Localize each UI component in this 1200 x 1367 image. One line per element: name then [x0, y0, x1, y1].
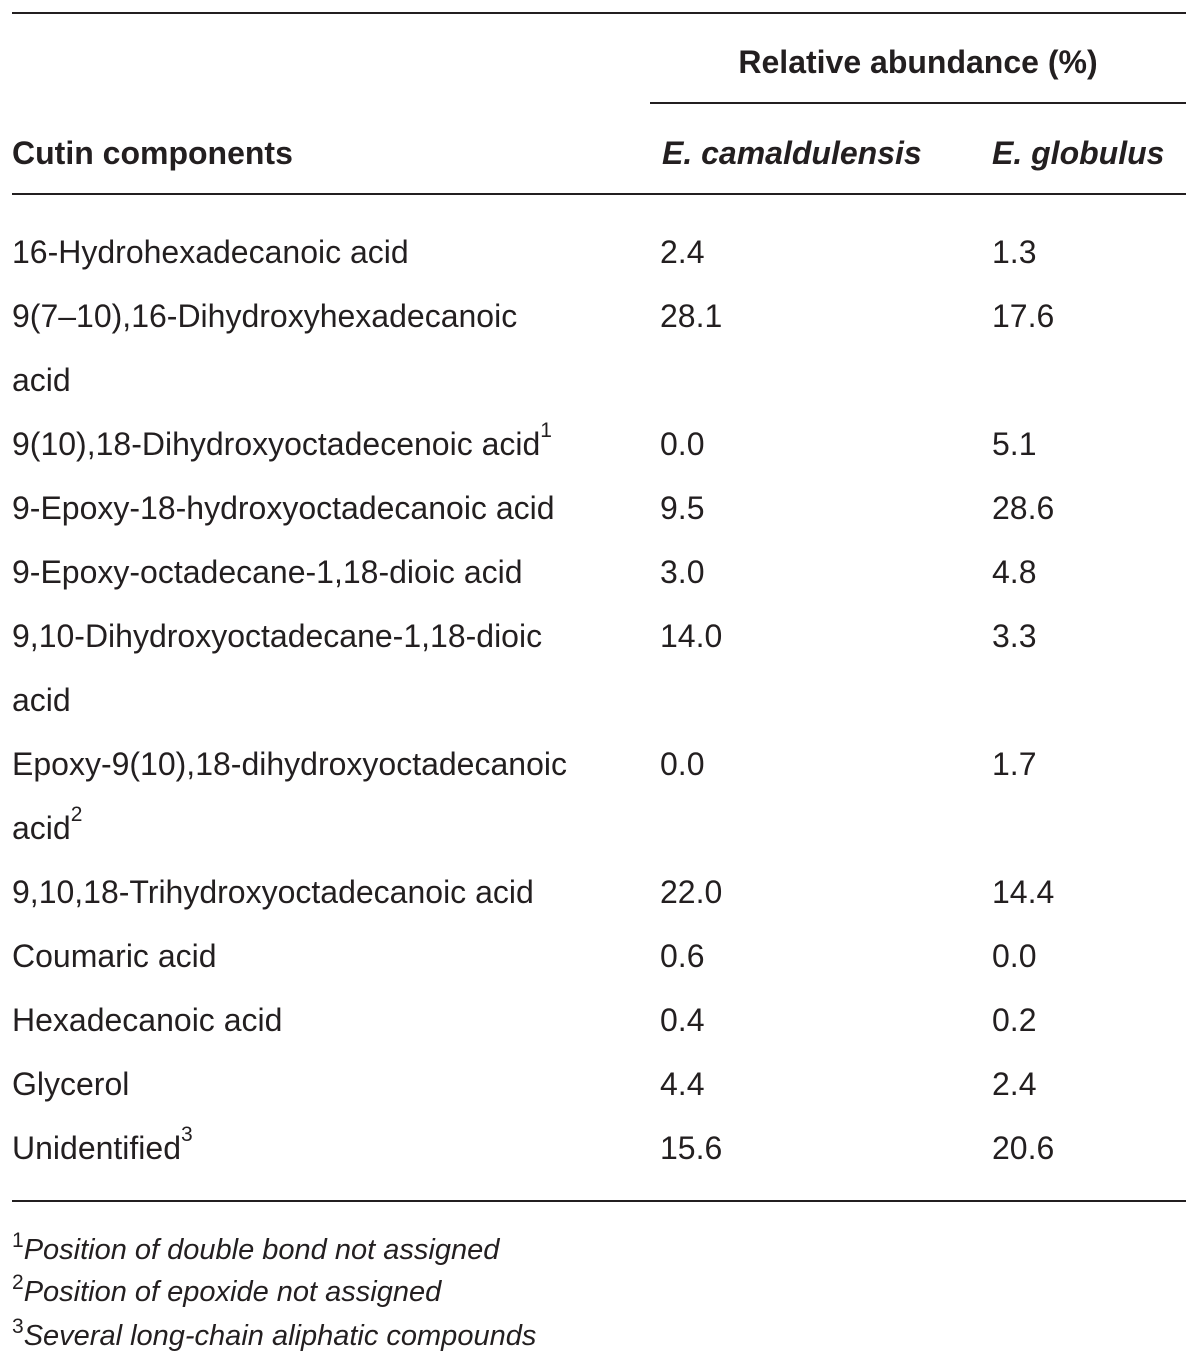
- component-text: acid: [12, 682, 71, 718]
- cell-globulus: 14.4: [992, 874, 1055, 910]
- header-bottom-rule: [12, 193, 1186, 195]
- footnote-ref: 1: [540, 419, 552, 442]
- cell-component: [12, 936, 217, 976]
- cell-component: [12, 872, 534, 912]
- cell-globulus: 2.4: [992, 1066, 1037, 1102]
- cell-component: [12, 680, 71, 720]
- column-header-globulus: E. globulus: [992, 135, 1165, 171]
- component-text: Epoxy-9(10),18-dihydroxyoctadecanoic: [12, 746, 567, 782]
- component-text: 16-Hydrohexadecanoic acid: [12, 234, 409, 270]
- cell-component: [12, 232, 409, 272]
- cell-component: [12, 1000, 282, 1040]
- cell-component: [12, 1123, 193, 1168]
- footnote-text: Position of epoxide not assigned: [23, 1276, 442, 1308]
- component-text: Coumaric acid: [12, 938, 217, 974]
- cell-camaldulensis: 14.0: [660, 618, 723, 654]
- cell-globulus: 17.6: [992, 298, 1055, 334]
- cell-globulus: 1.7: [992, 746, 1037, 782]
- cell-camaldulensis: 3.0: [660, 554, 705, 590]
- cell-camaldulensis: 22.0: [660, 874, 723, 910]
- component-text: Unidentified: [12, 1130, 181, 1166]
- cell-globulus: 5.1: [992, 426, 1037, 462]
- footnote: [12, 1271, 442, 1310]
- footnote-mark: 1: [12, 1229, 24, 1252]
- footnote-ref: 2: [70, 803, 83, 826]
- cell-camaldulensis: 0.4: [660, 1002, 705, 1038]
- cell-camaldulensis: 15.6: [660, 1130, 723, 1166]
- cell-camaldulensis: 28.1: [660, 298, 723, 334]
- cell-globulus: 3.3: [992, 618, 1037, 654]
- component-text: 9(7–10),16-Dihydroxyhexadecanoic: [12, 298, 518, 334]
- cell-component: [12, 419, 552, 464]
- cell-component: [12, 616, 542, 656]
- component-text: acid: [12, 810, 71, 846]
- cell-camaldulensis: 2.4: [660, 234, 705, 270]
- cell-camaldulensis: 0.0: [660, 426, 705, 462]
- cell-component: [12, 360, 71, 400]
- component-text: 9,10,18-Trihydroxyoctadecanoic acid: [12, 874, 534, 910]
- cell-component: [12, 744, 567, 784]
- component-text: 9-Epoxy-octadecane-1,18-dioic acid: [12, 554, 523, 590]
- footnote-mark: 2: [12, 1271, 24, 1294]
- cell-component: [12, 552, 523, 592]
- component-text: Hexadecanoic acid: [12, 1002, 283, 1038]
- footnote-text: Several long-chain aliphatic compounds: [23, 1320, 537, 1352]
- cell-globulus: 1.3: [992, 234, 1037, 270]
- footnote-ref: 3: [181, 1123, 193, 1146]
- cell-globulus: 20.6: [992, 1130, 1055, 1166]
- group-header-rule: [650, 102, 1186, 104]
- cell-component: [12, 296, 517, 336]
- cell-camaldulensis: 0.0: [660, 746, 705, 782]
- cell-camaldulensis: 9.5: [660, 490, 705, 526]
- footnote-text: Position of double bond not assigned: [23, 1234, 500, 1266]
- footnote-mark: 3: [12, 1315, 24, 1338]
- column-header-components: Cutin components: [12, 135, 293, 171]
- cell-globulus: 4.8: [992, 554, 1037, 590]
- footnote: [12, 1315, 537, 1354]
- cell-globulus: 0.2: [992, 1002, 1037, 1038]
- cell-globulus: 28.6: [992, 490, 1055, 526]
- component-text: 9(10),18-Dihydroxyoctadecenoic acid: [12, 426, 541, 462]
- component-text: Glycerol: [12, 1066, 130, 1102]
- cell-camaldulensis: 4.4: [660, 1066, 705, 1102]
- cell-component: [12, 1064, 129, 1104]
- footnote: [12, 1229, 500, 1268]
- cell-globulus: 0.0: [992, 938, 1037, 974]
- component-text: 9,10-Dihydroxyoctadecane-1,18-dioic: [12, 618, 543, 654]
- component-text: 9-Epoxy-18-hydroxyoctadecanoic acid: [12, 490, 555, 526]
- table-bottom-rule: [12, 1200, 1186, 1202]
- group-header: Relative abundance (%): [738, 44, 1098, 80]
- column-header-camaldulensis: E. camaldulensis: [662, 135, 922, 171]
- cell-component: [12, 803, 83, 848]
- table-top-rule: [12, 12, 1186, 14]
- component-text: acid: [12, 362, 71, 398]
- cell-camaldulensis: 0.6: [660, 938, 705, 974]
- cell-component: [12, 488, 555, 528]
